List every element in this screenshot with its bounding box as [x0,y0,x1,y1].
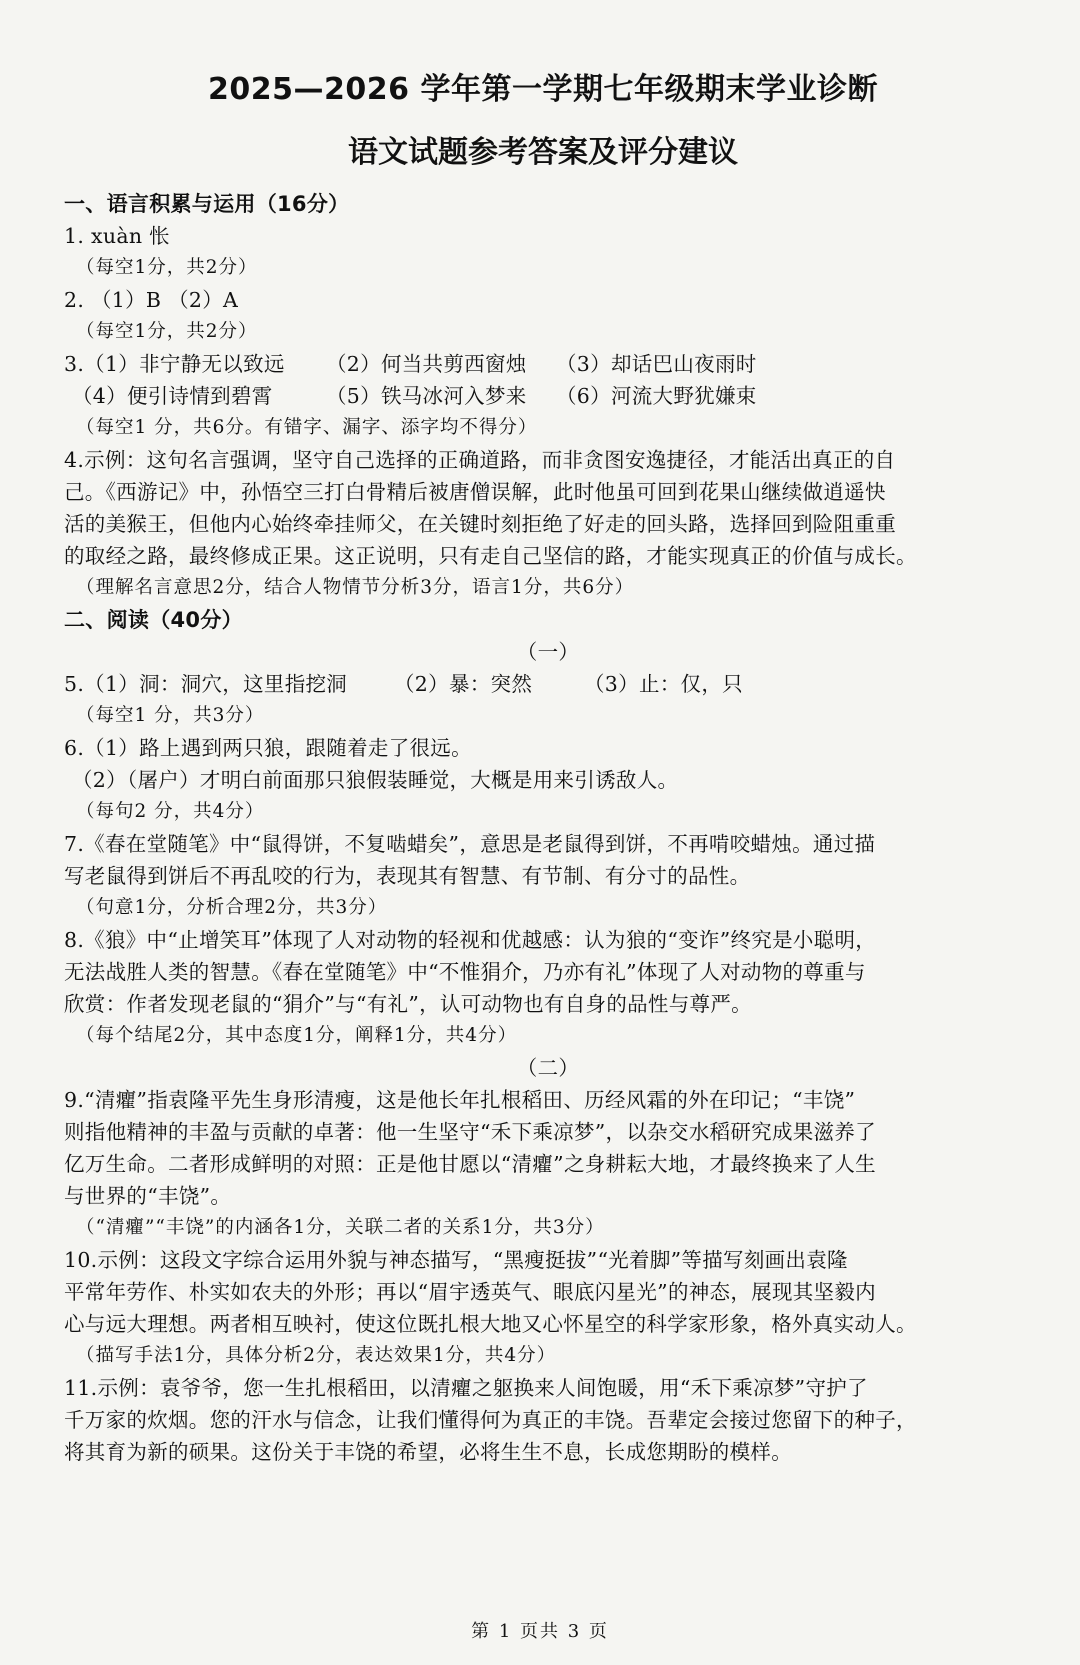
answer-q5 [64,668,972,700]
answer-q6-line1: 6.（1）路上遇到两只狼，跟随着走了很远。 [64,736,472,760]
answer-q3-item1: 3.（1）非宁静无以致远 [64,352,285,376]
answer-q3-item2: （2）何当共剪西窗烛 [326,352,527,376]
answer-q3-item3: （3）却话巴山夜雨时 [556,352,757,376]
answer-q8-line: 无法战胜人类的智慧。《春在堂随笔》中“不惟狷介，乃亦有礼”体现了人对动物的尊重与 [64,960,866,984]
answer-q5-item1: 5.（1）洞：洞穴，这里指挖洞 [64,672,348,696]
answer-q3-item4: （4）便引诗情到碧霄 [72,384,273,408]
answer-q11 [64,1372,972,1468]
section-heading-1: 一、语言积累与运用（16分） [64,192,350,216]
answer-q8 [64,924,972,1020]
answer-q9-line: 则指他精神的丰盈与贡献的卓著：他一生坚守“禾下乘凉梦”，以杂交水稻研究成果滋养了 [64,1120,876,1144]
answer-q5-item3: （3）止：仅，只 [584,672,743,696]
answer-q4 [64,444,972,572]
page-subtitle: 语文试题参考答案及评分建议 [348,135,738,170]
answer-q3-row1 [64,348,972,380]
answer-q9 [64,1084,972,1212]
score-note-q7: （句意1分，分析合理2分，共3分） [76,897,388,918]
score-note-q3: （每空1 分，共6分。有错字、漏字、添字均不得分） [76,417,538,438]
answer-q1: 1. xuàn 怅 [64,224,170,248]
answer-q10 [64,1244,972,1340]
answer-q11-line: 将其育为新的硕果。这份关于丰饶的希望，必将生生不息，长成您期盼的模样。 [64,1440,792,1464]
answer-q11-line: 千万家的炊烟。您的汗水与信念，让我们懂得何为真正的丰饶。吾辈定会接过您留下的种子， [64,1408,917,1432]
page-title: 2025—2026 学年第一学期七年级期末学业诊断 [208,72,878,107]
answer-q7-line: 写老鼠得到饼后不再乱咬的行为，表现其有智慧、有节制、有分寸的品性。 [64,864,751,888]
score-note-q2: （每空1分，共2分） [76,321,258,342]
answer-q6-line2: （2）（屠户）才明白前面那只狼假装睡觉，大概是用来引诱敌人。 [72,768,679,792]
answer-content [64,188,972,1468]
section-heading-2: 二、阅读（40分） [64,608,243,632]
answer-q11-line: 11.示例：袁爷爷，您一生扎根稻田，以清癯之躯换来人间饱暖，用“禾下乘凉梦”守护了 [64,1376,868,1400]
answer-q4-line: 4.示例：这句名言强调，坚守自己选择的正确道路，而非贪图安逸捷径，才能活出真正的自 [64,448,896,472]
answer-q8-line: 欣赏：作者发现老鼠的“狷介”与“有礼”，认可动物也有自身的品性与尊严。 [64,992,752,1016]
answer-q9-line: 与世界的“丰饶”。 [64,1184,232,1208]
answer-q10-line: 10.示例：这段文字综合运用外貌与神态描写，“黑瘦挺拔”“光着脚”等描写刻画出袁隆 [64,1248,848,1272]
answer-q7-line: 7.《春在堂随笔》中“鼠得饼，不复啮蜡矣”，意思是老鼠得到饼，不再啃咬蜡烛。通过描 [64,832,876,856]
score-note-q4: （理解名言意思2分，结合人物情节分析3分，语言1分，共6分） [76,577,635,598]
answer-q4-line: 的取经之路，最终修成正果。这正说明，只有走自己坚信的路，才能实现真正的价值与成长。 [64,544,917,568]
answer-q3-item6: （6）河流大野犹嫌束 [556,384,757,408]
score-note-q5: （每空1 分，共3分） [76,705,265,726]
answer-q7 [64,828,972,892]
answer-q9-line: 亿万生命。二者形成鲜明的对照：正是他甘愿以“清癯”之身耕耘大地，才最终换来了人生 [64,1152,876,1176]
answer-q3-item5: （5）铁马冰河入梦来 [326,384,527,408]
answer-q10-line: 平常年劳作、朴实如农夫的外形；再以“眉宇透英气、眼底闪星光”的神态，展现其坚毅内 [64,1280,876,1304]
part-label-2: （二） [516,1056,580,1080]
answer-q2: 2. （1）B （2）A [64,288,239,312]
page-number: 第 1 页共 3 页 [471,1621,609,1642]
answer-q5-item2: （2）暴：突然 [394,672,533,696]
score-note-q6: （每句2 分，共4分） [76,801,265,822]
answer-q4-line: 活的美猴王，但他内心始终牵挂师父，在关键时刻拒绝了好走的回头路，选择回到险阻重重 [64,512,896,536]
score-note-q1: （每空1分，共2分） [76,257,258,278]
answer-q4-line: 己。《西游记》中，孙悟空三打白骨精后被唐僧误解，此时他虽可回到花果山继续做逍遥快 [64,480,886,504]
answer-q9-line: 9.“清癯”指袁隆平先生身形清瘦，这是他长年扎根稻田、历经风霜的外在印记；“丰饶” [64,1088,856,1112]
score-note-q9: （“清癯”“丰饶”的内涵各1分，关联二者的关系1分，共3分） [76,1217,605,1238]
score-note-q8: （每个结尾2分，其中态度1分，阐释1分，共4分） [76,1025,518,1046]
part-label-1: （一） [516,640,580,664]
answer-q8-line: 8.《狼》中“止增笑耳”体现了人对动物的轻视和优越感：认为狼的“变诈”终究是小聪明， [64,928,877,952]
answer-q3-row2 [64,380,972,412]
score-note-q10: （描写手法1分，具体分析2分，表达效果1分，共4分） [76,1345,557,1366]
answer-q10-line: 心与远大理想。两者相互映衬，使这位既扎根大地又心怀星空的科学家形象，格外真实动人。 [64,1312,917,1336]
